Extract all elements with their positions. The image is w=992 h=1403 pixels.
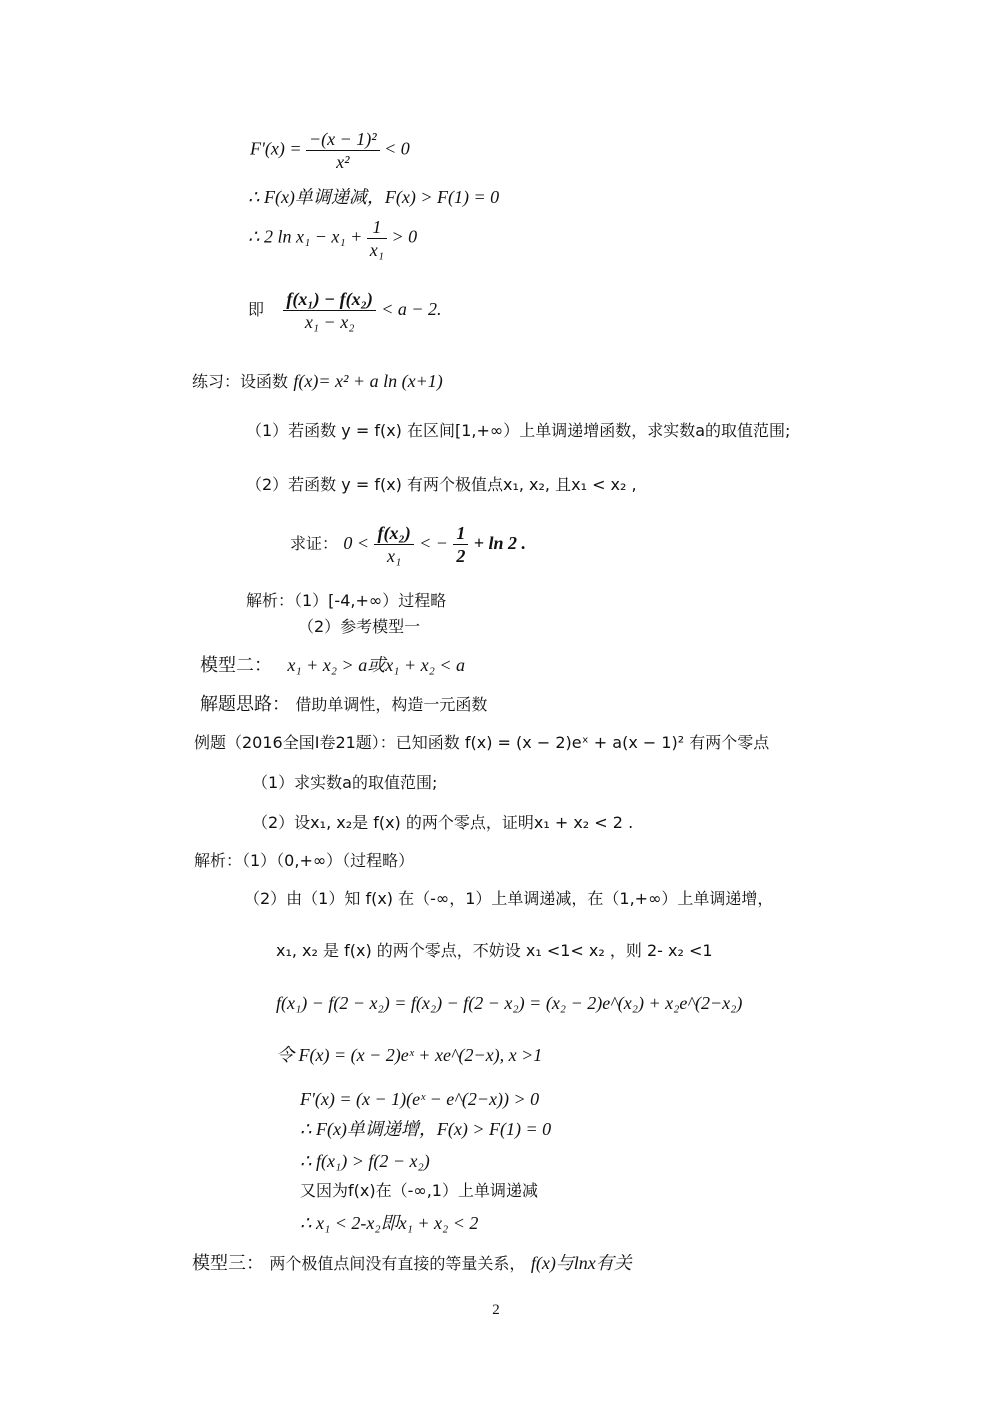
prove-line <box>290 522 526 567</box>
prove-rhs: + ln 2 . <box>473 533 527 553</box>
model3-title: 模型三： <box>192 1253 264 1274</box>
model2-step-2: f(x₁) − f(2 − x₂) = f(x₂) − f(2 − x₂) = (x₂ − 2)e^(x₂) + x₂e^(2−x₂) <box>276 993 743 1013</box>
model3-tail: f(x)与lnx有关 <box>530 1253 632 1273</box>
model2-answer-1: 解析：（1）（0,+∞）（过程略） <box>194 851 415 870</box>
model2-step-4: F'(x) = (x − 1)(eˣ − e^(2−x)) > 0 <box>300 1089 540 1109</box>
ineq-rhs: > 0 <box>391 226 418 247</box>
deriv-denominator: x² <box>336 152 350 172</box>
model2-step-7: 又因为f(x)在（-∞,1）上单调递减 <box>300 1181 538 1200</box>
model2-example: 例题（2016全国Ⅰ卷21题）：已知函数 f(x) = (x − 2)eˣ + a(x − 1)² 有两个零点 <box>194 733 770 752</box>
model3-text: 两个极值点间没有直接的等量关系， <box>269 1254 526 1273</box>
derivative-line <box>250 128 410 173</box>
deriv-fraction <box>306 128 380 173</box>
ji-numerator: f(x₁) − f(x₂) <box>283 288 375 311</box>
model2-step-8: ∴ x₁ < 2-x₂即x₁ + x₂ < 2 <box>300 1213 479 1233</box>
model3-heading <box>192 1252 632 1275</box>
model2-title: 模型二： <box>200 655 272 676</box>
deriv-rhs: < 0 <box>384 138 410 159</box>
prove-fraction <box>374 522 413 567</box>
ineq-lhs: ∴ 2 ln x₁ − x₁ + <box>248 226 363 247</box>
prove-numerator-2: 1 <box>453 522 468 545</box>
prove-denominator-2: 2 <box>456 546 466 566</box>
ji-fraction <box>283 288 375 333</box>
prove-lhs: 0 < <box>343 533 370 553</box>
model2-step-1: x₁, x₂ 是 f(x) 的两个零点，不妨设 x₁ <1< x₂ ，则 2- x₂ <1 <box>276 941 713 960</box>
model2-step-5: ∴ F(x)单调递增，F(x) > F(1) = 0 <box>300 1119 552 1139</box>
deriv-numerator: −(x − 1)² <box>306 128 380 151</box>
ji-denominator: x₁ − x₂ <box>304 312 355 332</box>
exercise-head: 练习：设函数 <box>192 372 289 391</box>
model2-expression: x₁ + x₂ > a或x₁ + x₂ < a <box>287 655 465 675</box>
monotonic-line: ∴ F(x)单调递减，F(x) > F(1) = 0 <box>248 187 500 207</box>
prove-label: 求证： <box>290 534 339 553</box>
ineq-denominator: x₁ <box>369 240 384 260</box>
model2-q1: （1）求实数a的取值范围; <box>252 773 438 792</box>
ji-rhs: < a − 2. <box>381 299 442 319</box>
ji-label: 即 <box>248 300 265 319</box>
prove-fraction-half <box>453 522 468 567</box>
prove-numerator: f(x₂) <box>374 522 413 545</box>
page-number: 2 <box>492 1302 500 1318</box>
prove-denominator: x₁ <box>386 546 402 566</box>
model2-answer-2: （2）由（1）知 f(x) 在（-∞，1）上单调递减，在（1,+∞）上单调递增， <box>244 889 774 908</box>
inequality-line <box>248 216 417 261</box>
ineq-numerator: 1 <box>367 216 387 239</box>
deriv-lhs: F'(x) = <box>250 138 302 159</box>
model2-idea: 借助单调性，构造一元函数 <box>295 695 488 714</box>
model2-q2: （2）设x₁, x₂是 f(x) 的两个零点，证明x₁ + x₂ < 2 . <box>252 813 634 832</box>
model2-step-3: 令 F(x) = (x − 2)eˣ + xe^(2−x), x >1 <box>276 1045 543 1065</box>
exercise-line <box>192 370 443 393</box>
exercise-answer-1: 解析：（1）[-4,+∞）过程略 <box>246 591 447 610</box>
exercise-q1: （1）若函数 y = f(x) 在区间[1,+∞）上单调递增函数，求实数a的取值范围; <box>246 421 791 440</box>
model2-step-6: ∴ f(x₁) > f(2 − x₂) <box>300 1151 430 1171</box>
ineq-fraction <box>367 216 387 261</box>
model2-heading <box>200 654 465 677</box>
ji-line <box>248 288 442 333</box>
model2-idea-label: 解题思路： <box>200 694 290 715</box>
prove-mid: < − <box>419 533 448 553</box>
model2-idea-line <box>200 694 487 716</box>
exercise-q2: （2）若函数 y = f(x) 有两个极值点x₁, x₂, 且x₁ < x₂ , <box>246 475 637 494</box>
exercise-answer-2: （2）参考模型一 <box>298 617 421 636</box>
exercise-function: f(x)= x² + a ln (x+1) <box>293 371 443 391</box>
